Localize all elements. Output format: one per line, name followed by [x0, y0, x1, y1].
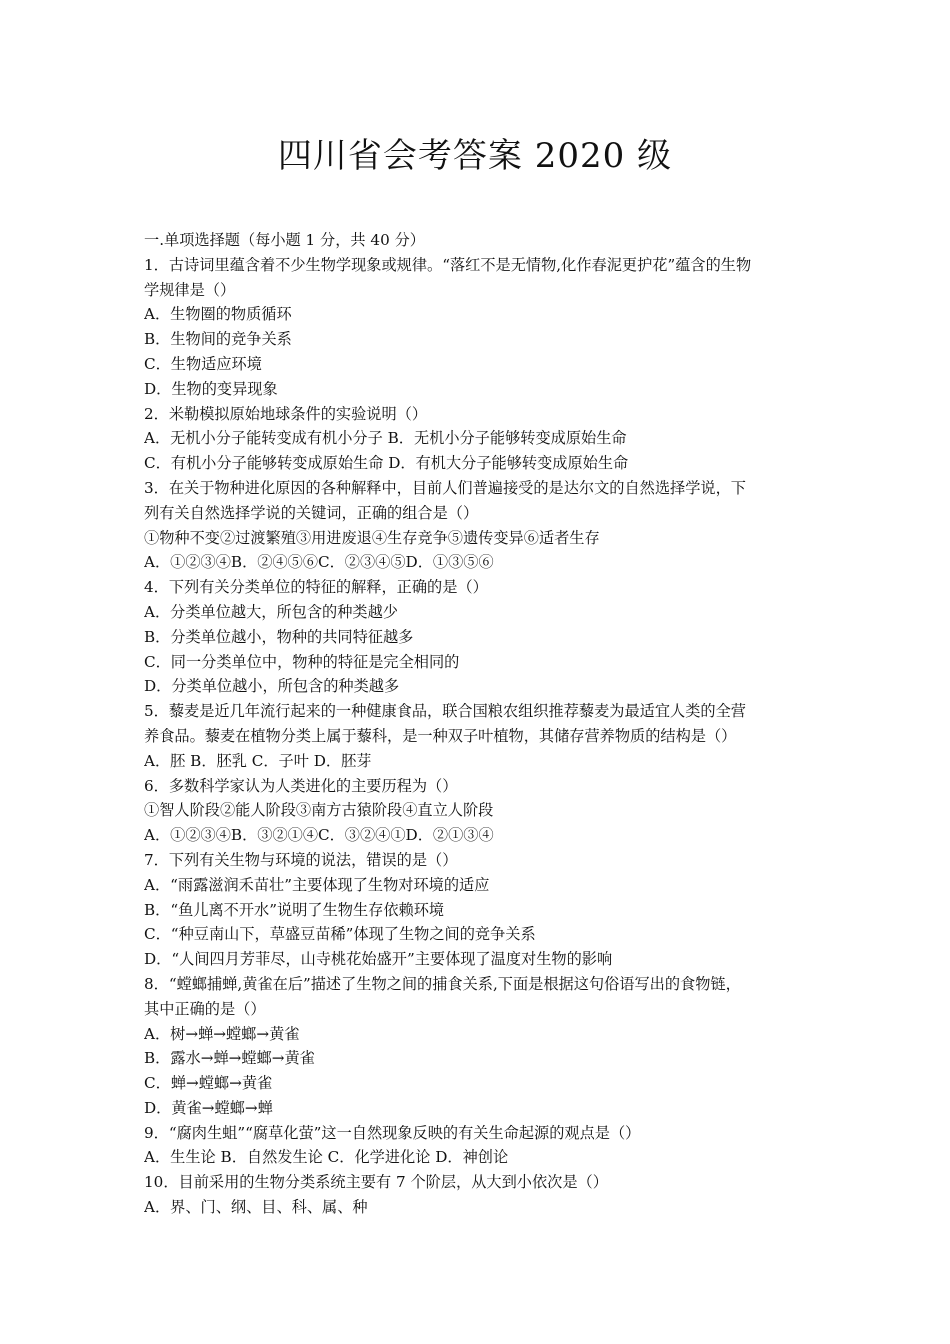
text-line: 3．在关于物种进化原因的各种解释中，目前人们普遍接受的是达尔文的自然选择学说，下: [144, 478, 746, 497]
text-line: A．生生论 B．自然发生论 C．化学进化论 D．神创论: [144, 1148, 509, 1167]
text-line: C．“种豆南山下，草盛豆苗稀”体现了生物之间的竞争关系: [144, 925, 536, 944]
text-line: 列有关自然选择学说的关键词，正确的组合是（）: [144, 503, 479, 522]
text-line: 9．“腐肉生蛆”“腐草化萤”这一自然现象反映的有关生命起源的观点是（）: [144, 1123, 641, 1142]
text-line: A．无机小分子能转变成有机小分子 B．无机小分子能够转变成原始生命: [144, 429, 627, 448]
text-line: D．分类单位越小，所包含的种类越多: [144, 677, 400, 696]
text-line: A．“雨露滋润禾苗壮”主要体现了生物对环境的适应: [144, 875, 490, 894]
text-line: 10．目前采用的生物分类系统主要有 7 个阶层，从大到小依次是（）: [144, 1173, 608, 1192]
page-title: 四川省会考答案 2020 级: [277, 136, 673, 176]
text-line: 2．米勒模拟原始地球条件的实验说明（）: [144, 404, 428, 423]
text-line: D．黄雀→螳螂→蝉: [144, 1098, 273, 1117]
text-line: C．蝉→螳螂→黄雀: [144, 1074, 273, 1093]
section-heading: 一.单项选择题（每小题 1 分，共 40 分）: [144, 231, 425, 249]
text-line: B．露水→蝉→螳螂→黄雀: [144, 1049, 315, 1068]
text-line: A．生物圈的物质循环: [144, 305, 292, 324]
text-line: C．有机小分子能够转变成原始生命 D．有机大分子能够转变成原始生命: [144, 454, 629, 473]
text-line: 学规律是（）: [144, 280, 236, 299]
text-line: C．同一分类单位中，物种的特征是完全相同的: [144, 652, 460, 671]
text-line: D．“人间四月芳菲尽，山寺桃花始盛开”主要体现了温度对生物的影响: [144, 950, 613, 969]
text-line: A．①②③④B．③②①④C．③②④①D．②①③④: [144, 826, 494, 845]
text-line: B．生物间的竞争关系: [144, 330, 292, 349]
text-line: ①智人阶段②能人阶段③南方古猿阶段④直立人阶段: [144, 801, 494, 820]
text-line: C．生物适应环境: [144, 354, 262, 373]
text-line: A．分类单位越大，所包含的种类越少: [144, 602, 398, 621]
text-line: 4．下列有关分类单位的特征的解释，正确的是（）: [144, 578, 488, 597]
text-line: A．树→蝉→螳螂→黄雀: [144, 1024, 300, 1043]
text-line: B．“鱼儿离不开水”说明了生物生存依赖环境: [144, 900, 445, 919]
text-line: 养食品。藜麦在植物分类上属于藜科，是一种双子叶植物，其储存营养物质的结构是（）: [144, 726, 737, 745]
text-line: 5．藜麦是近几年流行起来的一种健康食品，联合国粮农组织推荐藜麦为最适宜人类的全营: [144, 702, 746, 721]
text-line: A．①②③④B．②④⑤⑥C．②③④⑤D．①③⑤⑥: [144, 553, 494, 572]
text-line: 6．多数科学家认为人类进化的主要历程为（）: [144, 776, 458, 795]
text-line: A．界、门、纲、目、科、属、种: [144, 1198, 368, 1217]
text-line: ①物种不变②过渡繁殖③用进废退④生存竞争⑤遗传变异⑥适者生存: [144, 528, 600, 547]
text-line: 7．下列有关生物与环境的说法，错误的是（）: [144, 850, 458, 869]
text-line: D．生物的变异现象: [144, 379, 278, 398]
text-line: A．胚 B．胚乳 C．子叶 D．胚芽: [144, 751, 372, 770]
document-body: [144, 228, 834, 1220]
text-line: B．分类单位越小，物种的共同特征越多: [144, 627, 414, 646]
text-line: 1．古诗词里蕴含着不少生物学现象或规律。“落红不是无情物,化作春泥更护花”蕴含的生物: [144, 255, 752, 274]
text-line: 其中正确的是（）: [144, 999, 266, 1018]
text-line: 8．“螳螂捕蝉,黄雀在后”描述了生物之间的捕食关系,下面是根据这句俗语写出的食物链，: [144, 974, 741, 993]
